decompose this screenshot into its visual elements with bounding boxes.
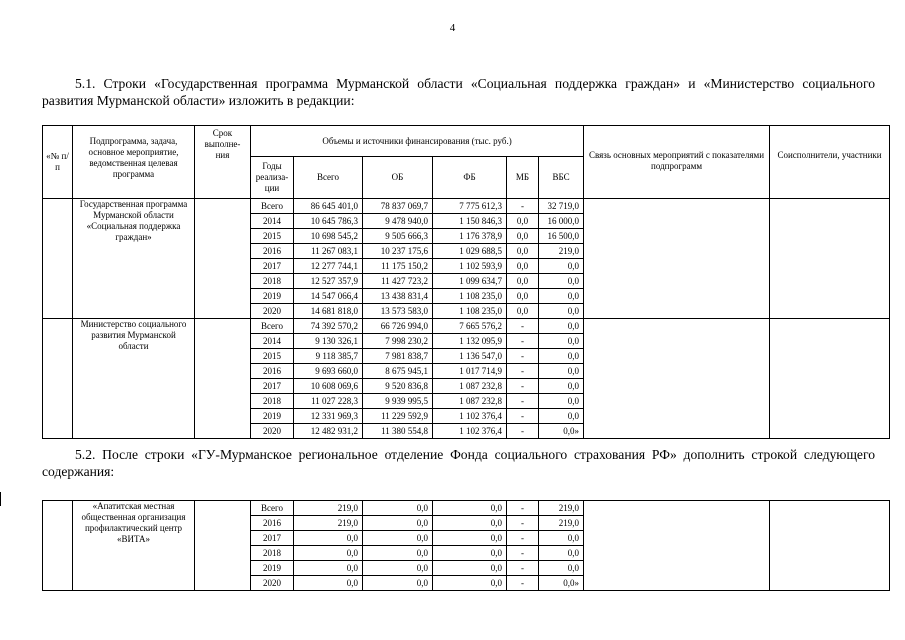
total-cell: 0,0 (294, 546, 363, 561)
fb-cell: 0,0 (433, 516, 507, 531)
total-cell: 14 547 066,4 (294, 289, 363, 304)
vbs-cell: 16 500,0 (539, 229, 584, 244)
table-row (43, 501, 890, 516)
mb-cell: - (507, 516, 539, 531)
ob-cell: 10 237 175,6 (363, 244, 433, 259)
ob-cell: 0,0 (363, 561, 433, 576)
fb-cell: 1 136 547,0 (433, 349, 507, 364)
header-fb: ФБ (433, 157, 507, 199)
year-cell: 2014 (251, 214, 294, 229)
header-num: «№ п/п (43, 126, 73, 199)
vbs-cell: 0,0 (539, 274, 584, 289)
fb-cell: 1 102 376,4 (433, 424, 507, 439)
year-cell: 2020 (251, 424, 294, 439)
margin-mark (0, 492, 1, 506)
row-number-cell (43, 319, 73, 439)
term-cell (195, 319, 251, 439)
fb-cell: 1 102 376,4 (433, 409, 507, 424)
vbs-cell: 219,0 (539, 501, 584, 516)
fb-cell: 0,0 (433, 501, 507, 516)
year-cell: 2018 (251, 394, 294, 409)
table-row (43, 199, 890, 214)
year-cell: 2016 (251, 516, 294, 531)
ob-cell: 11 175 150,2 (363, 259, 433, 274)
mb-cell: - (507, 319, 539, 334)
total-cell: 0,0 (294, 561, 363, 576)
section-5-1-text: 5.1. Строки «Государственная программа Мурманской области «Социальная поддержка граждан» и «Министерство социального развития Мурманской области» изложить в редакции: (42, 76, 875, 108)
year-cell: 2019 (251, 289, 294, 304)
ob-cell: 8 675 945,1 (363, 364, 433, 379)
total-cell: 86 645 401,0 (294, 199, 363, 214)
header-mb: МБ (507, 157, 539, 199)
mb-cell: 0,0 (507, 229, 539, 244)
fb-cell: 7 665 576,2 (433, 319, 507, 334)
total-cell: 9 693 660,0 (294, 364, 363, 379)
mb-cell: - (507, 364, 539, 379)
mb-cell: - (507, 199, 539, 214)
ob-cell: 9 939 995,5 (363, 394, 433, 409)
ob-cell: 11 427 723,2 (363, 274, 433, 289)
term-cell (195, 501, 251, 591)
mb-cell: - (507, 409, 539, 424)
year-cell: 2015 (251, 229, 294, 244)
total-cell: 10 608 069,6 (294, 379, 363, 394)
total-cell: 11 267 083,1 (294, 244, 363, 259)
mb-cell: - (507, 424, 539, 439)
fb-cell: 1 029 688,5 (433, 244, 507, 259)
program-name-cell: «Апатитская местная общественная организация профилактический центр «ВИТА» (73, 501, 195, 591)
vbs-cell: 219,0 (539, 516, 584, 531)
total-cell: 9 130 326,1 (294, 334, 363, 349)
year-cell: 2017 (251, 259, 294, 274)
mb-cell: - (507, 349, 539, 364)
ob-cell: 9 505 666,3 (363, 229, 433, 244)
year-cell: 2015 (251, 349, 294, 364)
mb-cell: 0,0 (507, 274, 539, 289)
vbs-cell: 0,0 (539, 349, 584, 364)
mb-cell: - (507, 334, 539, 349)
total-cell: 14 681 818,0 (294, 304, 363, 319)
row-number-cell (43, 501, 73, 591)
fb-cell: 1 108 235,0 (433, 289, 507, 304)
fb-cell: 1 176 378,9 (433, 229, 507, 244)
vbs-cell: 0,0 (539, 561, 584, 576)
fb-cell: 1 099 634,7 (433, 274, 507, 289)
coexec-cell (770, 501, 890, 591)
year-cell: 2020 (251, 304, 294, 319)
total-cell: 12 331 969,3 (294, 409, 363, 424)
fb-cell: 0,0 (433, 546, 507, 561)
fb-cell: 0,0 (433, 576, 507, 591)
total-cell: 11 027 228,3 (294, 394, 363, 409)
total-cell: 0,0 (294, 531, 363, 546)
vbs-cell: 32 719,0 (539, 199, 584, 214)
ob-cell: 0,0 (363, 501, 433, 516)
year-cell: 2018 (251, 274, 294, 289)
header-vbs: ВБС (539, 157, 584, 199)
vbs-cell: 0,0 (539, 531, 584, 546)
header-financing: Объемы и источники финансирования (тыс. руб.) (251, 126, 584, 157)
header-total: Всего (294, 157, 363, 199)
total-cell: 10 698 545,2 (294, 229, 363, 244)
ob-cell: 9 478 940,0 (363, 214, 433, 229)
header-years: Годы реализа-ции (251, 157, 294, 199)
total-cell: 12 482 931,2 (294, 424, 363, 439)
vbs-cell: 0,0 (539, 379, 584, 394)
header-link: Связь основных мероприятий с показателями подпрограмм (584, 126, 770, 199)
ob-cell: 13 438 831,4 (363, 289, 433, 304)
mb-cell: - (507, 379, 539, 394)
fb-cell: 1 132 095,9 (433, 334, 507, 349)
vbs-cell: 0,0 (539, 259, 584, 274)
total-cell: 9 118 385,7 (294, 349, 363, 364)
vbs-cell: 0,0 (539, 364, 584, 379)
link-cell (584, 319, 770, 439)
year-cell: 2018 (251, 546, 294, 561)
vbs-cell: 16 000,0 (539, 214, 584, 229)
total-cell: 74 392 570,2 (294, 319, 363, 334)
coexec-cell (770, 199, 890, 319)
mb-cell: 0,0 (507, 304, 539, 319)
year-cell: Всего (251, 319, 294, 334)
fb-cell: 1 150 846,3 (433, 214, 507, 229)
vbs-cell: 0,0 (539, 409, 584, 424)
table-row (43, 319, 890, 334)
term-cell (195, 199, 251, 319)
mb-cell: - (507, 546, 539, 561)
ob-cell: 0,0 (363, 531, 433, 546)
header-subprogram: Подпрограмма, задача, основное мероприятие, ведомственная целевая программа (73, 126, 195, 199)
vbs-cell: 0,0 (539, 289, 584, 304)
mb-cell: 0,0 (507, 289, 539, 304)
vbs-cell: 219,0 (539, 244, 584, 259)
year-cell: 2016 (251, 244, 294, 259)
ob-cell: 0,0 (363, 546, 433, 561)
fb-cell: 1 017 714,9 (433, 364, 507, 379)
fb-cell: 1 087 232,8 (433, 379, 507, 394)
fb-cell: 1 108 235,0 (433, 304, 507, 319)
ob-cell: 0,0 (363, 516, 433, 531)
mb-cell: 0,0 (507, 259, 539, 274)
ob-cell: 9 520 836,8 (363, 379, 433, 394)
total-cell: 12 277 744,1 (294, 259, 363, 274)
vbs-cell: 0,0 (539, 319, 584, 334)
fb-cell: 0,0 (433, 531, 507, 546)
fb-cell: 0,0 (433, 561, 507, 576)
header-ob: ОБ (363, 157, 433, 199)
ob-cell: 78 837 069,7 (363, 199, 433, 214)
mb-cell: - (507, 531, 539, 546)
total-cell: 0,0 (294, 576, 363, 591)
total-cell: 219,0 (294, 501, 363, 516)
total-cell: 12 527 357,9 (294, 274, 363, 289)
year-cell: Всего (251, 501, 294, 516)
ob-cell: 11 229 592,9 (363, 409, 433, 424)
financing-table-added (42, 500, 890, 591)
year-cell: 2017 (251, 531, 294, 546)
fb-cell: 7 775 612,3 (433, 199, 507, 214)
page-number: 4 (449, 22, 456, 34)
year-cell: 2014 (251, 334, 294, 349)
year-cell: 2017 (251, 379, 294, 394)
year-cell: 2019 (251, 561, 294, 576)
ob-cell: 13 573 583,0 (363, 304, 433, 319)
year-cell: 2016 (251, 364, 294, 379)
mb-cell: - (507, 561, 539, 576)
coexec-cell (770, 319, 890, 439)
vbs-cell: 0,0 (539, 334, 584, 349)
link-cell (584, 199, 770, 319)
link-cell (584, 501, 770, 591)
ob-cell: 7 981 838,7 (363, 349, 433, 364)
year-cell: 2020 (251, 576, 294, 591)
vbs-cell: 0,0» (539, 576, 584, 591)
ob-cell: 11 380 554,8 (363, 424, 433, 439)
mb-cell: - (507, 501, 539, 516)
vbs-cell: 0,0 (539, 546, 584, 561)
ob-cell: 7 998 230,2 (363, 334, 433, 349)
vbs-cell: 0,0 (539, 304, 584, 319)
mb-cell: - (507, 576, 539, 591)
row-number-cell (43, 199, 73, 319)
total-cell: 219,0 (294, 516, 363, 531)
year-cell: Всего (251, 199, 294, 214)
program-name-cell: Министерство социального развития Мурманской области (73, 319, 195, 439)
vbs-cell: 0,0 (539, 394, 584, 409)
header-coexec: Соисполнители, участники (770, 126, 890, 199)
mb-cell: 0,0 (507, 244, 539, 259)
fb-cell: 1 087 232,8 (433, 394, 507, 409)
fb-cell: 1 102 593,9 (433, 259, 507, 274)
program-name-cell: Государственная программа Мурманской области «Социальная поддержка граждан» (73, 199, 195, 319)
vbs-cell: 0,0» (539, 424, 584, 439)
total-cell: 10 645 786,3 (294, 214, 363, 229)
ob-cell: 0,0 (363, 576, 433, 591)
header-term: Срок выполне-ния (195, 126, 251, 199)
ob-cell: 66 726 994,0 (363, 319, 433, 334)
mb-cell: 0,0 (507, 214, 539, 229)
financing-table-main (42, 125, 890, 439)
mb-cell: - (507, 394, 539, 409)
section-5-2-text: 5.2. После строки «ГУ-Мурманское региональное отделение Фонда социального страхования РФ» дополнить строкой следующего содержания: (42, 447, 875, 479)
year-cell: 2019 (251, 409, 294, 424)
